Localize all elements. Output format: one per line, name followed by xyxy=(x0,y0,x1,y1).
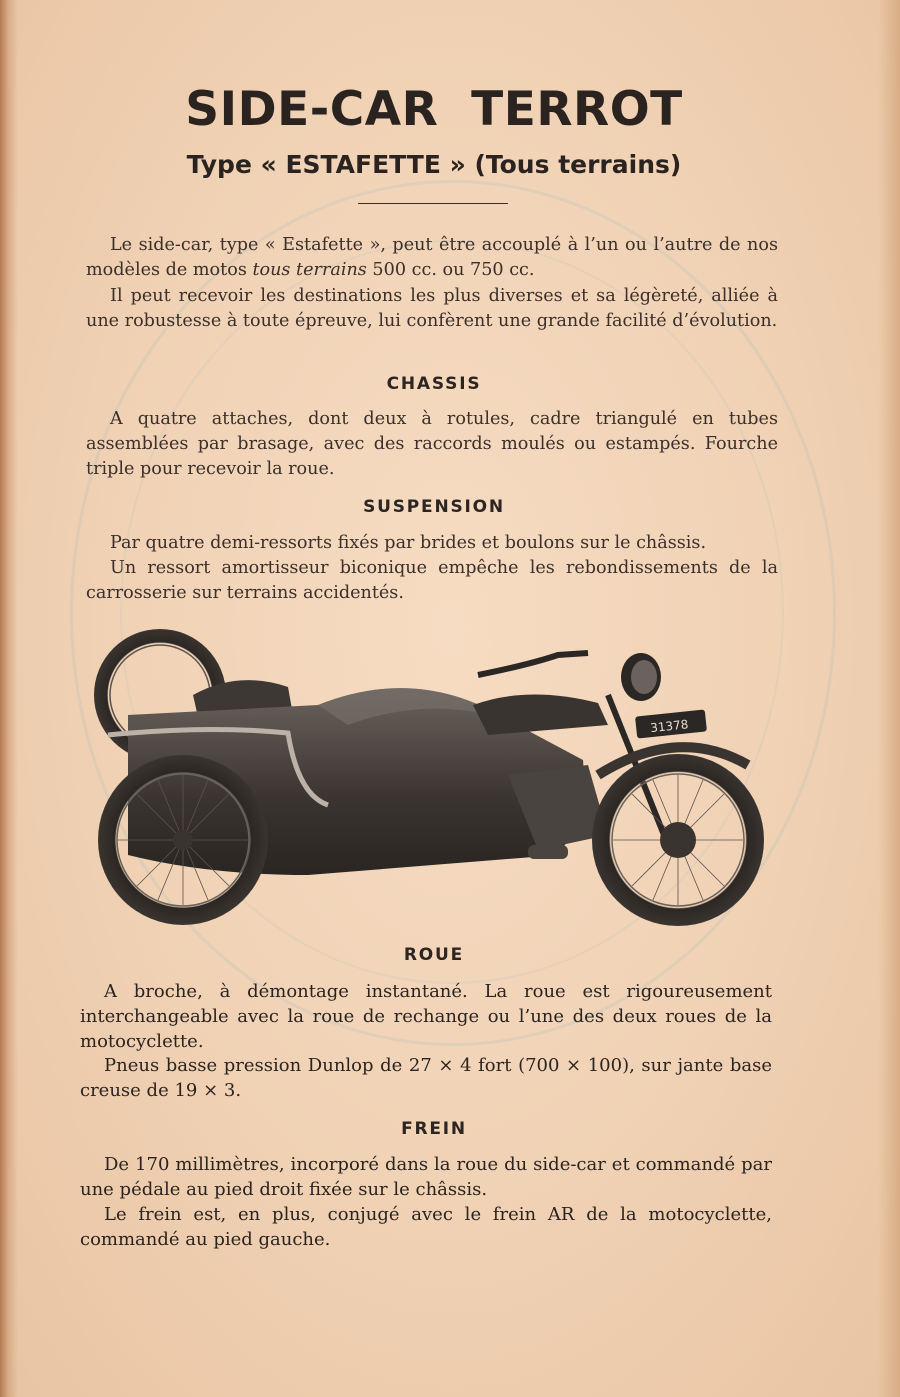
page-spine-shadow xyxy=(0,0,18,1397)
suspension-paragraph-1: Par quatre demi-ressorts fixés par brides et boulons sur le châssis. xyxy=(110,533,707,553)
sidecar-photo xyxy=(88,625,778,935)
handlebar xyxy=(478,653,588,675)
page-subtitle: Type « ESTAFETTE » (Tous terrains) xyxy=(186,150,682,179)
sidecar-illustration xyxy=(88,625,778,935)
section-heading-roue: ROUE xyxy=(403,945,465,965)
suspension-paragraph-2: Un ressort amortisseur biconique empêche les rebondissements de la carrosserie sur terrains accidentés. xyxy=(86,558,778,603)
exhaust xyxy=(528,845,568,859)
section-heading-suspension: SUSPENSION xyxy=(363,497,505,517)
page-title: SIDE-CAR TERROT xyxy=(185,82,683,137)
section-heading-frein: FREIN xyxy=(401,1119,467,1139)
title-divider xyxy=(358,203,508,204)
intro-paragraph-2: Il peut recevoir les destinations les plus diverses et sa légèreté, alliée à une robustesse à toute épreuve, lui confèrent une grande facilité d’évolution. xyxy=(86,286,778,331)
motorcycle-tank xyxy=(473,694,608,735)
intro-text-after: 500 cc. ou 750 cc. xyxy=(366,260,535,280)
intro-text-before: Le side-car, type « Estafette », peut être accouplé à l’un ou l’autre de nos modèles de motos xyxy=(86,235,778,280)
section-heading-chassis: CHASSIS xyxy=(386,374,482,394)
roue-paragraph-2: Pneus basse pression Dunlop de 27 × 4 fort (700 × 100), sur jante base creuse de 19 × 3. xyxy=(80,1055,772,1101)
page-edge-shadow xyxy=(878,0,900,1397)
roue-paragraph-1: A broche, à démontage instantané. La roue est rigoureusement interchangeable avec la roue de rechange ou l’une des deux roues de la motocyclette. xyxy=(80,981,772,1052)
intro-text-italic: tous terrains xyxy=(252,260,367,280)
frein-paragraph-2: Le frein est, en plus, conjugé avec le frein AR de la motocyclette, commandé au pied gauche. xyxy=(80,1204,772,1250)
chassis-paragraph-1: A quatre attaches, dont deux à rotules, cadre triangulé en tubes assemblées par brasage, avec des raccords moulés ou estampés. Fourche triple pour recevoir la roue. xyxy=(86,409,778,479)
intro-paragraph-1 xyxy=(86,233,778,283)
license-plate-text: 31378 xyxy=(649,717,690,736)
frein-paragraph-1: De 170 millimètres, incorporé dans la roue du side-car et commandé par une pédale au pied droit fixée sur le châssis. xyxy=(80,1154,772,1200)
